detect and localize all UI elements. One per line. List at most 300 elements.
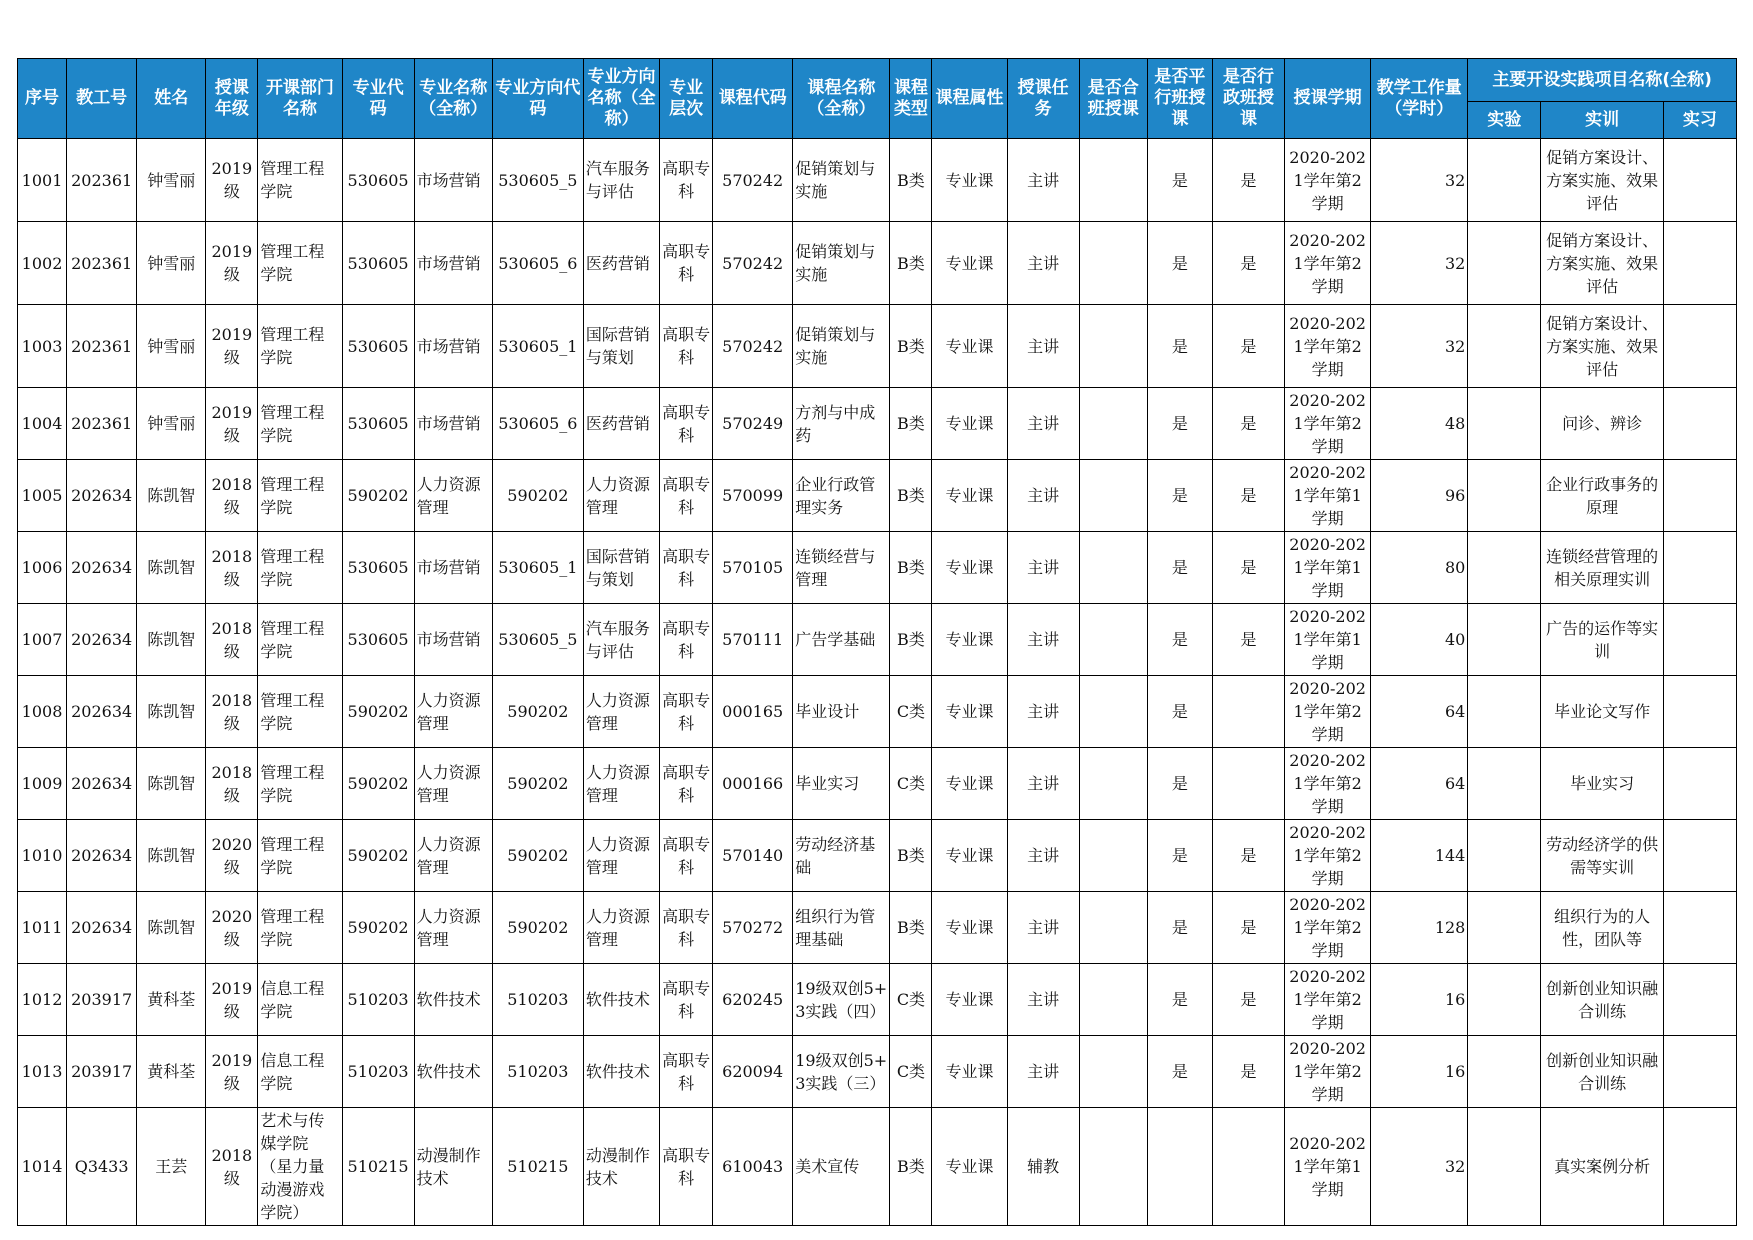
cell-course-code[interactable]: [713, 305, 793, 388]
cell-major-code[interactable]: [342, 748, 414, 820]
cell-major-code[interactable]: [342, 532, 414, 604]
cell-direction-name[interactable]: [583, 388, 659, 460]
cell-combined[interactable]: [1079, 892, 1147, 964]
cell-course-type[interactable]: [890, 676, 932, 748]
col-header-workload[interactable]: 教学工作量（学时）: [1371, 59, 1468, 139]
cell-admin-class[interactable]: [1212, 820, 1284, 892]
col-header-training[interactable]: 实训: [1541, 102, 1663, 139]
col-header-direction-code[interactable]: 专业方向代码: [492, 59, 583, 139]
cell-level[interactable]: [660, 1108, 713, 1226]
cell-task[interactable]: [1007, 139, 1079, 222]
cell-course-attr[interactable]: [932, 1036, 1007, 1108]
cell-level[interactable]: [660, 676, 713, 748]
cell-parallel[interactable]: [1147, 748, 1212, 820]
cell-admin-class[interactable]: [1212, 964, 1284, 1036]
cell-seq[interactable]: [18, 139, 67, 222]
cell-dept[interactable]: [258, 1108, 342, 1226]
cell-major-code[interactable]: [342, 388, 414, 460]
cell-combined[interactable]: [1079, 460, 1147, 532]
cell-dept[interactable]: [258, 604, 342, 676]
table-row[interactable]: [18, 676, 1737, 748]
cell-course-name[interactable]: [793, 748, 890, 820]
cell-term[interactable]: [1285, 222, 1371, 305]
cell-internship[interactable]: [1663, 964, 1736, 1036]
cell-training[interactable]: [1541, 892, 1663, 964]
cell-course-attr[interactable]: [932, 222, 1007, 305]
cell-workload[interactable]: [1371, 305, 1468, 388]
cell-name[interactable]: [137, 748, 206, 820]
cell-name[interactable]: [137, 676, 206, 748]
cell-grade[interactable]: [206, 388, 258, 460]
col-header-grade[interactable]: 授课年级: [206, 59, 258, 139]
cell-course-name[interactable]: [793, 1036, 890, 1108]
table-row[interactable]: [18, 604, 1737, 676]
cell-task[interactable]: [1007, 1108, 1079, 1226]
cell-course-attr[interactable]: [932, 604, 1007, 676]
cell-course-code[interactable]: [713, 388, 793, 460]
cell-course-type[interactable]: [890, 532, 932, 604]
cell-direction-name[interactable]: [583, 964, 659, 1036]
cell-name[interactable]: [137, 222, 206, 305]
cell-seq[interactable]: [18, 676, 67, 748]
table-row[interactable]: [18, 139, 1737, 222]
cell-major-code[interactable]: [342, 1108, 414, 1226]
col-header-task[interactable]: 授课任务: [1007, 59, 1079, 139]
cell-seq[interactable]: [18, 305, 67, 388]
cell-course-type[interactable]: [890, 460, 932, 532]
cell-name[interactable]: [137, 1036, 206, 1108]
cell-dept[interactable]: [258, 676, 342, 748]
cell-course-type[interactable]: [890, 964, 932, 1036]
cell-direction-code[interactable]: [492, 748, 583, 820]
cell-training[interactable]: [1541, 748, 1663, 820]
cell-internship[interactable]: [1663, 139, 1736, 222]
cell-training[interactable]: [1541, 1108, 1663, 1226]
cell-direction-name[interactable]: [583, 1108, 659, 1226]
cell-combined[interactable]: [1079, 1108, 1147, 1226]
cell-level[interactable]: [660, 222, 713, 305]
cell-course-code[interactable]: [713, 964, 793, 1036]
cell-direction-code[interactable]: [492, 305, 583, 388]
cell-parallel[interactable]: [1147, 604, 1212, 676]
cell-combined[interactable]: [1079, 748, 1147, 820]
cell-combined[interactable]: [1079, 820, 1147, 892]
cell-dept[interactable]: [258, 892, 342, 964]
cell-task[interactable]: [1007, 964, 1079, 1036]
cell-course-name[interactable]: [793, 305, 890, 388]
cell-admin-class[interactable]: [1212, 305, 1284, 388]
cell-major-name[interactable]: [414, 222, 492, 305]
cell-grade[interactable]: [206, 139, 258, 222]
cell-combined[interactable]: [1079, 532, 1147, 604]
cell-direction-code[interactable]: [492, 892, 583, 964]
cell-major-name[interactable]: [414, 532, 492, 604]
cell-workload[interactable]: [1371, 460, 1468, 532]
table-row[interactable]: [18, 820, 1737, 892]
cell-parallel[interactable]: [1147, 1108, 1212, 1226]
cell-direction-name[interactable]: [583, 139, 659, 222]
cell-direction-name[interactable]: [583, 222, 659, 305]
cell-level[interactable]: [660, 388, 713, 460]
cell-parallel[interactable]: [1147, 676, 1212, 748]
cell-course-type[interactable]: [890, 892, 932, 964]
cell-staff-id[interactable]: [67, 604, 137, 676]
cell-name[interactable]: [137, 305, 206, 388]
cell-admin-class[interactable]: [1212, 460, 1284, 532]
cell-course-attr[interactable]: [932, 532, 1007, 604]
cell-experiment[interactable]: [1468, 139, 1541, 222]
col-header-dept[interactable]: 开课部门名称: [258, 59, 342, 139]
cell-task[interactable]: [1007, 676, 1079, 748]
cell-seq[interactable]: [18, 1036, 67, 1108]
cell-experiment[interactable]: [1468, 222, 1541, 305]
cell-name[interactable]: [137, 139, 206, 222]
col-header-term[interactable]: 授课学期: [1285, 59, 1371, 139]
cell-name[interactable]: [137, 964, 206, 1036]
cell-course-attr[interactable]: [932, 388, 1007, 460]
cell-direction-code[interactable]: [492, 388, 583, 460]
cell-workload[interactable]: [1371, 388, 1468, 460]
cell-experiment[interactable]: [1468, 305, 1541, 388]
cell-task[interactable]: [1007, 460, 1079, 532]
cell-direction-code[interactable]: [492, 460, 583, 532]
cell-admin-class[interactable]: [1212, 748, 1284, 820]
cell-task[interactable]: [1007, 532, 1079, 604]
cell-course-type[interactable]: [890, 222, 932, 305]
cell-internship[interactable]: [1663, 1108, 1736, 1226]
cell-staff-id[interactable]: [67, 1108, 137, 1226]
cell-major-code[interactable]: [342, 964, 414, 1036]
col-header-practice[interactable]: 主要开设实践项目名称(全称): [1468, 59, 1737, 102]
cell-course-name[interactable]: [793, 222, 890, 305]
cell-dept[interactable]: [258, 388, 342, 460]
cell-task[interactable]: [1007, 748, 1079, 820]
table-row[interactable]: [18, 532, 1737, 604]
cell-internship[interactable]: [1663, 388, 1736, 460]
cell-direction-code[interactable]: [492, 222, 583, 305]
cell-grade[interactable]: [206, 532, 258, 604]
cell-internship[interactable]: [1663, 892, 1736, 964]
cell-major-name[interactable]: [414, 964, 492, 1036]
cell-course-code[interactable]: [713, 892, 793, 964]
cell-workload[interactable]: [1371, 1108, 1468, 1226]
cell-experiment[interactable]: [1468, 676, 1541, 748]
cell-experiment[interactable]: [1468, 820, 1541, 892]
cell-major-code[interactable]: [342, 1036, 414, 1108]
cell-term[interactable]: [1285, 964, 1371, 1036]
cell-course-attr[interactable]: [932, 964, 1007, 1036]
cell-seq[interactable]: [18, 460, 67, 532]
col-header-staff-id[interactable]: 教工号: [67, 59, 137, 139]
cell-name[interactable]: [137, 1108, 206, 1226]
cell-internship[interactable]: [1663, 604, 1736, 676]
cell-direction-name[interactable]: [583, 460, 659, 532]
cell-major-code[interactable]: [342, 460, 414, 532]
cell-course-name[interactable]: [793, 532, 890, 604]
cell-dept[interactable]: [258, 139, 342, 222]
cell-admin-class[interactable]: [1212, 222, 1284, 305]
cell-major-name[interactable]: [414, 1108, 492, 1226]
cell-major-name[interactable]: [414, 305, 492, 388]
cell-combined[interactable]: [1079, 388, 1147, 460]
cell-training[interactable]: [1541, 964, 1663, 1036]
cell-workload[interactable]: [1371, 532, 1468, 604]
cell-major-code[interactable]: [342, 820, 414, 892]
col-header-direction-name[interactable]: 专业方向名称（全称）: [583, 59, 659, 139]
table-row[interactable]: [18, 892, 1737, 964]
cell-major-code[interactable]: [342, 305, 414, 388]
cell-training[interactable]: [1541, 222, 1663, 305]
col-header-course-attr[interactable]: 课程属性: [932, 59, 1007, 139]
cell-major-name[interactable]: [414, 388, 492, 460]
cell-training[interactable]: [1541, 305, 1663, 388]
col-header-experiment[interactable]: 实验: [1468, 102, 1541, 139]
cell-major-name[interactable]: [414, 748, 492, 820]
cell-workload[interactable]: [1371, 748, 1468, 820]
cell-grade[interactable]: [206, 604, 258, 676]
cell-course-name[interactable]: [793, 604, 890, 676]
cell-task[interactable]: [1007, 388, 1079, 460]
cell-course-code[interactable]: [713, 532, 793, 604]
cell-major-code[interactable]: [342, 892, 414, 964]
cell-course-type[interactable]: [890, 604, 932, 676]
cell-grade[interactable]: [206, 1108, 258, 1226]
cell-internship[interactable]: [1663, 676, 1736, 748]
cell-course-name[interactable]: [793, 1108, 890, 1226]
cell-combined[interactable]: [1079, 222, 1147, 305]
cell-course-code[interactable]: [713, 1108, 793, 1226]
cell-course-type[interactable]: [890, 1036, 932, 1108]
cell-staff-id[interactable]: [67, 305, 137, 388]
cell-course-name[interactable]: [793, 460, 890, 532]
cell-course-code[interactable]: [713, 820, 793, 892]
cell-level[interactable]: [660, 532, 713, 604]
cell-direction-code[interactable]: [492, 139, 583, 222]
cell-grade[interactable]: [206, 305, 258, 388]
table-row[interactable]: [18, 222, 1737, 305]
col-header-name[interactable]: 姓名: [137, 59, 206, 139]
cell-direction-name[interactable]: [583, 748, 659, 820]
cell-major-name[interactable]: [414, 604, 492, 676]
cell-experiment[interactable]: [1468, 892, 1541, 964]
cell-parallel[interactable]: [1147, 892, 1212, 964]
table-row[interactable]: [18, 388, 1737, 460]
cell-name[interactable]: [137, 604, 206, 676]
cell-experiment[interactable]: [1468, 1036, 1541, 1108]
cell-level[interactable]: [660, 820, 713, 892]
cell-task[interactable]: [1007, 820, 1079, 892]
cell-course-name[interactable]: [793, 676, 890, 748]
cell-level[interactable]: [660, 460, 713, 532]
cell-training[interactable]: [1541, 676, 1663, 748]
table-row[interactable]: [18, 1108, 1737, 1226]
cell-term[interactable]: [1285, 388, 1371, 460]
cell-course-type[interactable]: [890, 388, 932, 460]
cell-major-name[interactable]: [414, 1036, 492, 1108]
cell-direction-name[interactable]: [583, 676, 659, 748]
cell-name[interactable]: [137, 388, 206, 460]
cell-direction-code[interactable]: [492, 532, 583, 604]
cell-course-name[interactable]: [793, 139, 890, 222]
cell-seq[interactable]: [18, 1108, 67, 1226]
cell-major-name[interactable]: [414, 460, 492, 532]
cell-course-attr[interactable]: [932, 1108, 1007, 1226]
col-header-admin-class[interactable]: 是否行政班授课: [1212, 59, 1284, 139]
cell-level[interactable]: [660, 964, 713, 1036]
cell-major-code[interactable]: [342, 222, 414, 305]
col-header-seq[interactable]: 序号: [18, 59, 67, 139]
cell-course-type[interactable]: [890, 748, 932, 820]
cell-name[interactable]: [137, 892, 206, 964]
cell-name[interactable]: [137, 460, 206, 532]
cell-training[interactable]: [1541, 820, 1663, 892]
cell-seq[interactable]: [18, 892, 67, 964]
cell-direction-code[interactable]: [492, 964, 583, 1036]
cell-course-code[interactable]: [713, 604, 793, 676]
cell-internship[interactable]: [1663, 305, 1736, 388]
cell-grade[interactable]: [206, 748, 258, 820]
cell-name[interactable]: [137, 820, 206, 892]
cell-admin-class[interactable]: [1212, 892, 1284, 964]
cell-grade[interactable]: [206, 820, 258, 892]
cell-task[interactable]: [1007, 892, 1079, 964]
cell-combined[interactable]: [1079, 964, 1147, 1036]
cell-seq[interactable]: [18, 748, 67, 820]
cell-level[interactable]: [660, 1036, 713, 1108]
cell-parallel[interactable]: [1147, 460, 1212, 532]
cell-seq[interactable]: [18, 222, 67, 305]
cell-direction-code[interactable]: [492, 820, 583, 892]
cell-parallel[interactable]: [1147, 1036, 1212, 1108]
cell-experiment[interactable]: [1468, 460, 1541, 532]
cell-dept[interactable]: [258, 1036, 342, 1108]
cell-course-code[interactable]: [713, 222, 793, 305]
cell-course-type[interactable]: [890, 820, 932, 892]
cell-combined[interactable]: [1079, 139, 1147, 222]
cell-parallel[interactable]: [1147, 820, 1212, 892]
cell-term[interactable]: [1285, 748, 1371, 820]
cell-direction-name[interactable]: [583, 532, 659, 604]
cell-grade[interactable]: [206, 676, 258, 748]
cell-seq[interactable]: [18, 532, 67, 604]
cell-course-name[interactable]: [793, 892, 890, 964]
cell-direction-name[interactable]: [583, 820, 659, 892]
cell-internship[interactable]: [1663, 820, 1736, 892]
cell-direction-code[interactable]: [492, 1108, 583, 1226]
cell-training[interactable]: [1541, 139, 1663, 222]
cell-internship[interactable]: [1663, 222, 1736, 305]
cell-training[interactable]: [1541, 460, 1663, 532]
cell-workload[interactable]: [1371, 964, 1468, 1036]
cell-grade[interactable]: [206, 222, 258, 305]
table-row[interactable]: [18, 748, 1737, 820]
cell-course-type[interactable]: [890, 1108, 932, 1226]
cell-dept[interactable]: [258, 748, 342, 820]
cell-training[interactable]: [1541, 388, 1663, 460]
cell-experiment[interactable]: [1468, 532, 1541, 604]
cell-internship[interactable]: [1663, 748, 1736, 820]
cell-major-code[interactable]: [342, 139, 414, 222]
cell-course-code[interactable]: [713, 139, 793, 222]
cell-staff-id[interactable]: [67, 532, 137, 604]
cell-internship[interactable]: [1663, 460, 1736, 532]
cell-course-type[interactable]: [890, 305, 932, 388]
col-header-course-name[interactable]: 课程名称（全称）: [793, 59, 890, 139]
cell-seq[interactable]: [18, 604, 67, 676]
cell-course-name[interactable]: [793, 964, 890, 1036]
col-header-level[interactable]: 专业层次: [660, 59, 713, 139]
cell-seq[interactable]: [18, 964, 67, 1036]
cell-staff-id[interactable]: [67, 892, 137, 964]
cell-dept[interactable]: [258, 460, 342, 532]
cell-term[interactable]: [1285, 604, 1371, 676]
cell-course-code[interactable]: [713, 1036, 793, 1108]
cell-task[interactable]: [1007, 305, 1079, 388]
cell-training[interactable]: [1541, 1036, 1663, 1108]
cell-term[interactable]: [1285, 1108, 1371, 1226]
cell-major-name[interactable]: [414, 892, 492, 964]
table-row[interactable]: [18, 1036, 1737, 1108]
cell-experiment[interactable]: [1468, 748, 1541, 820]
cell-level[interactable]: [660, 305, 713, 388]
cell-combined[interactable]: [1079, 676, 1147, 748]
cell-staff-id[interactable]: [67, 222, 137, 305]
cell-parallel[interactable]: [1147, 139, 1212, 222]
col-header-course-code[interactable]: 课程代码: [713, 59, 793, 139]
cell-staff-id[interactable]: [67, 139, 137, 222]
cell-staff-id[interactable]: [67, 676, 137, 748]
cell-parallel[interactable]: [1147, 964, 1212, 1036]
cell-admin-class[interactable]: [1212, 139, 1284, 222]
cell-major-code[interactable]: [342, 604, 414, 676]
cell-level[interactable]: [660, 139, 713, 222]
cell-course-attr[interactable]: [932, 892, 1007, 964]
cell-term[interactable]: [1285, 532, 1371, 604]
cell-combined[interactable]: [1079, 305, 1147, 388]
col-header-course-type[interactable]: 课程类型: [890, 59, 932, 139]
col-header-internship[interactable]: 实习: [1663, 102, 1736, 139]
col-header-combined[interactable]: 是否合班授课: [1079, 59, 1147, 139]
cell-task[interactable]: [1007, 222, 1079, 305]
cell-direction-name[interactable]: [583, 1036, 659, 1108]
cell-direction-name[interactable]: [583, 892, 659, 964]
cell-grade[interactable]: [206, 892, 258, 964]
cell-term[interactable]: [1285, 139, 1371, 222]
cell-direction-code[interactable]: [492, 604, 583, 676]
cell-parallel[interactable]: [1147, 305, 1212, 388]
cell-experiment[interactable]: [1468, 388, 1541, 460]
cell-direction-name[interactable]: [583, 604, 659, 676]
cell-level[interactable]: [660, 892, 713, 964]
cell-staff-id[interactable]: [67, 820, 137, 892]
cell-training[interactable]: [1541, 604, 1663, 676]
cell-internship[interactable]: [1663, 1036, 1736, 1108]
cell-internship[interactable]: [1663, 532, 1736, 604]
cell-course-attr[interactable]: [932, 676, 1007, 748]
cell-course-name[interactable]: [793, 388, 890, 460]
cell-combined[interactable]: [1079, 604, 1147, 676]
cell-staff-id[interactable]: [67, 748, 137, 820]
cell-seq[interactable]: [18, 388, 67, 460]
cell-major-name[interactable]: [414, 676, 492, 748]
cell-workload[interactable]: [1371, 892, 1468, 964]
col-header-major-code[interactable]: 专业代码: [342, 59, 414, 139]
table-row[interactable]: [18, 305, 1737, 388]
col-header-parallel[interactable]: 是否平行班授课: [1147, 59, 1212, 139]
cell-course-type[interactable]: [890, 139, 932, 222]
cell-staff-id[interactable]: [67, 1036, 137, 1108]
cell-major-name[interactable]: [414, 139, 492, 222]
